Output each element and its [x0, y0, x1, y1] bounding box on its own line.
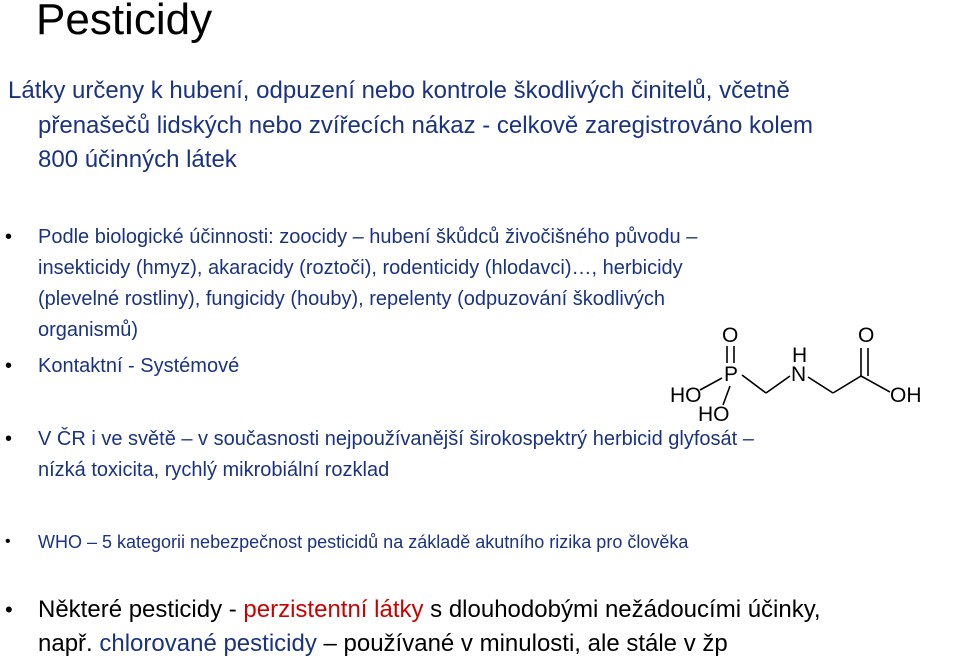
bullet-4-line-1: WHO – 5 kategorii nebezpečnost pesticidů na základě akutního rizika pro člověka [38, 532, 689, 552]
atom-ho-1: HO [670, 384, 702, 407]
bullet-5-text-d: např. [38, 630, 100, 657]
atom-h: H [792, 344, 808, 367]
bullet-1-line-2: insekticidy (hmyz), akaracidy (roztoči), rodenticidy (hlodavci)…, herbicidy [38, 257, 683, 279]
bullet-2-line-1: Kontaktní - Systémové [38, 355, 240, 377]
bullet-5-text-f: – používané v minulosti, ale stále v žp [316, 630, 728, 657]
atom-o-carbonyl: O [858, 324, 875, 347]
bullet-5-line-2 [38, 627, 728, 660]
bullet-dot: • [5, 355, 13, 377]
intro-line-2: přenašečů lidských nebo zvířecích nákaz - celkově zaregistrováno kolem [38, 112, 814, 139]
atom-ho-2: HO [698, 403, 730, 426]
bullet-dot: • [5, 226, 13, 248]
bullet-dot: • [5, 428, 13, 450]
intro-line-3: 800 účinných látek [38, 146, 237, 173]
bullet-3-line-2: nízká toxicita, rychlý mikrobiální rozklad [38, 459, 390, 481]
bullet-dot: • [5, 533, 11, 550]
bullet-1-line-1: Podle biologické účinnosti: zoocidy – hubení škůdců živočišného původu – [38, 226, 698, 248]
atom-n: N [791, 363, 807, 386]
bullet-1-line-4: organismů) [38, 319, 139, 341]
bullet-3-line-1: V ČR i ve světě – v současnosti nejpoužívanější širokospektrý herbicid glyfosát – [38, 428, 754, 450]
persistent-substances-highlight: perzistentní látky [243, 596, 424, 623]
intro-line-1: Látky určeny k hubení, odpuzení nebo kontrole škodlivých činitelů, včetně [8, 77, 790, 104]
atom-p: P [724, 363, 739, 386]
atom-oh: OH [890, 384, 922, 407]
bullet-5-text-a: Některé pesticidy - [38, 596, 244, 623]
atom-o-phosphoryl: O [722, 324, 739, 347]
bullet-5-line-1 [38, 593, 821, 626]
bullet-5-text-c: s dlouhodobými nežádoucími účinky, [423, 596, 821, 623]
chlorinated-pesticides-highlight: chlorované pesticidy [99, 630, 317, 657]
bullet-dot: • [5, 597, 13, 622]
page-title: Pesticidy [36, 0, 213, 44]
glyphosate-structure [668, 320, 938, 430]
bullet-1-line-3: (plevelné rostliny), fungicidy (houby), repelenty (odpuzování škodlivých [38, 288, 665, 310]
